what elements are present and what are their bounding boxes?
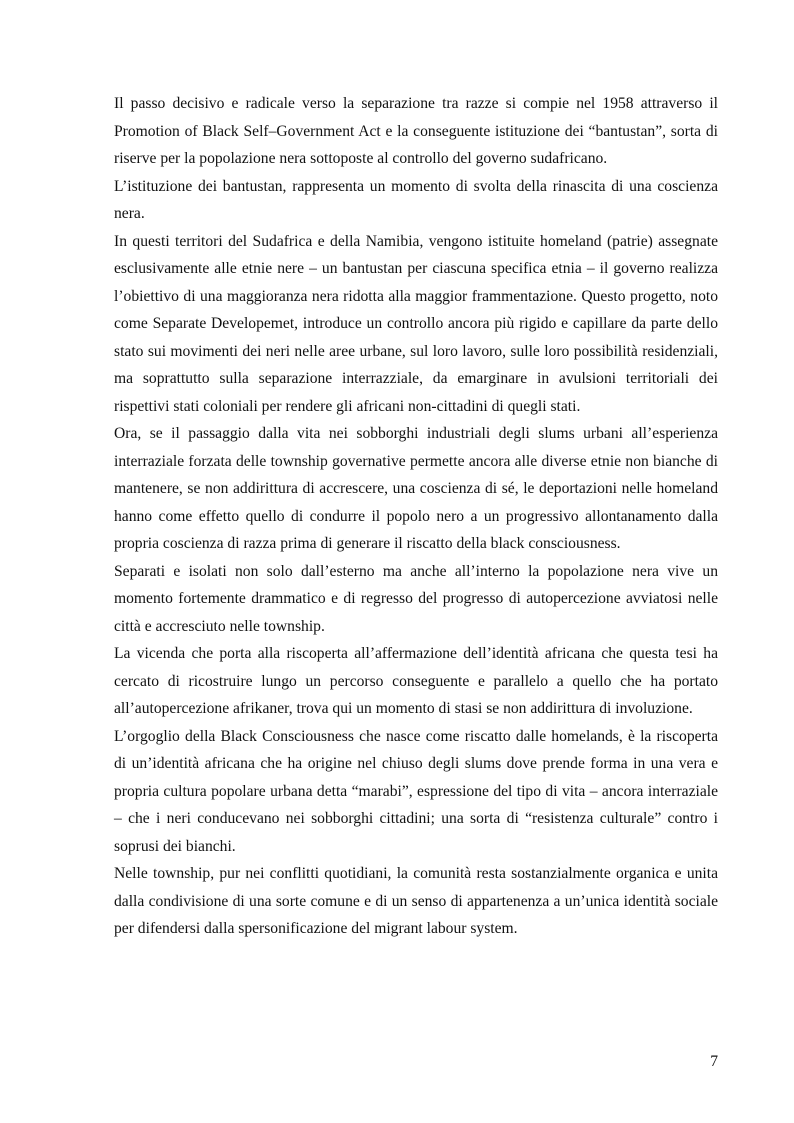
paragraph-8: Nelle township, pur nei conflitti quotidiani, la comunità resta sostanzialmente organica e unita dalla condivisione di una sorte comune e di un senso di appartenenza a un’unica identità sociale per difendersi dalla spersonificazione del migrant labour system. [114,865,718,937]
paragraph-5: Separati e isolati non solo dall’esterno ma anche all’interno la popolazione nera vive un momento fortemente drammatico e di regresso del progresso di autopercezione avviatosi nelle città e accresciuto nelle township. [114,562,718,635]
paragraph-1: Il passo decisivo e radicale verso la separazione tra razze si compie nel 1958 attraverso il Promotion of Black Self–Government Act e la conseguente istituzione dei “bantustan”, sorta di riserve per la popolazione nera sottoposte al controllo del governo sudafricano. [114,95,718,167]
paragraph-7: L’orgoglio della Black Consciousness che nasce come riscatto dalle homelands, è la riscoperta di un’identità africana che ha origine nel chiuso degli slums dove prende forma in una vera e propria cultura popolare urbana detta “marabi”, espressione del tipo di vita – ancora interraziale – che i neri conducevano nei sobborghi cittadini; una sorta di “resistenza culturale” contro i soprusi dei bianchi. [114,727,718,855]
page-number: 7 [710,1053,718,1070]
paragraph-2: L’istituzione dei bantustan, rappresenta un momento di svolta della rinascita di una coscienza nera. [114,177,718,222]
body-text [114,90,718,943]
paragraph-6: La vicenda che porta alla riscoperta all’affermazione dell’identità africana che questa tesi ha cercato di ricostruire lungo un percorso conseguente e parallelo a quello che ha portato all’autopercezione afrikaner, trova qui un momento di stasi se non addirittura di involuzione. [114,645,718,717]
paragraph-3: In questi territori del Sudafrica e della Namibia, vengono istituite homeland (patrie) assegnate esclusivamente alle etnie nere – un bantustan per ciascuna specifica etnia – il governo realizza l’obiettivo di una maggioranza nera ridotta alla maggior frammentazione. Questo progetto, noto come Separate Developemet, introduce un controllo ancora più rigido e capillare da parte dello stato sui movimenti dei neri nelle aree urbane, sul loro lavoro, sulle loro possibilità residenziali, ma soprattutto sulla separazione interrazziale, da emarginare in avulsioni territoriali dei rispettivi stati coloniali per rendere gli africani non-cittadini di quegli stati. [114,232,718,415]
paragraph-4: Ora, se il passaggio dalla vita nei sobborghi industriali degli slums urbani all’esperienza interraziale forzata delle township governative permette ancora alle diverse etnie non bianche di mantenere, se non addirittura di accrescere, una coscienza di sé, le deportazioni nelle homeland hanno come effetto quello di condurre il popolo nero a un progressivo allontanamento dalla propria coscienza di razza prima di generare il riscatto della black consciousness. [114,425,718,552]
